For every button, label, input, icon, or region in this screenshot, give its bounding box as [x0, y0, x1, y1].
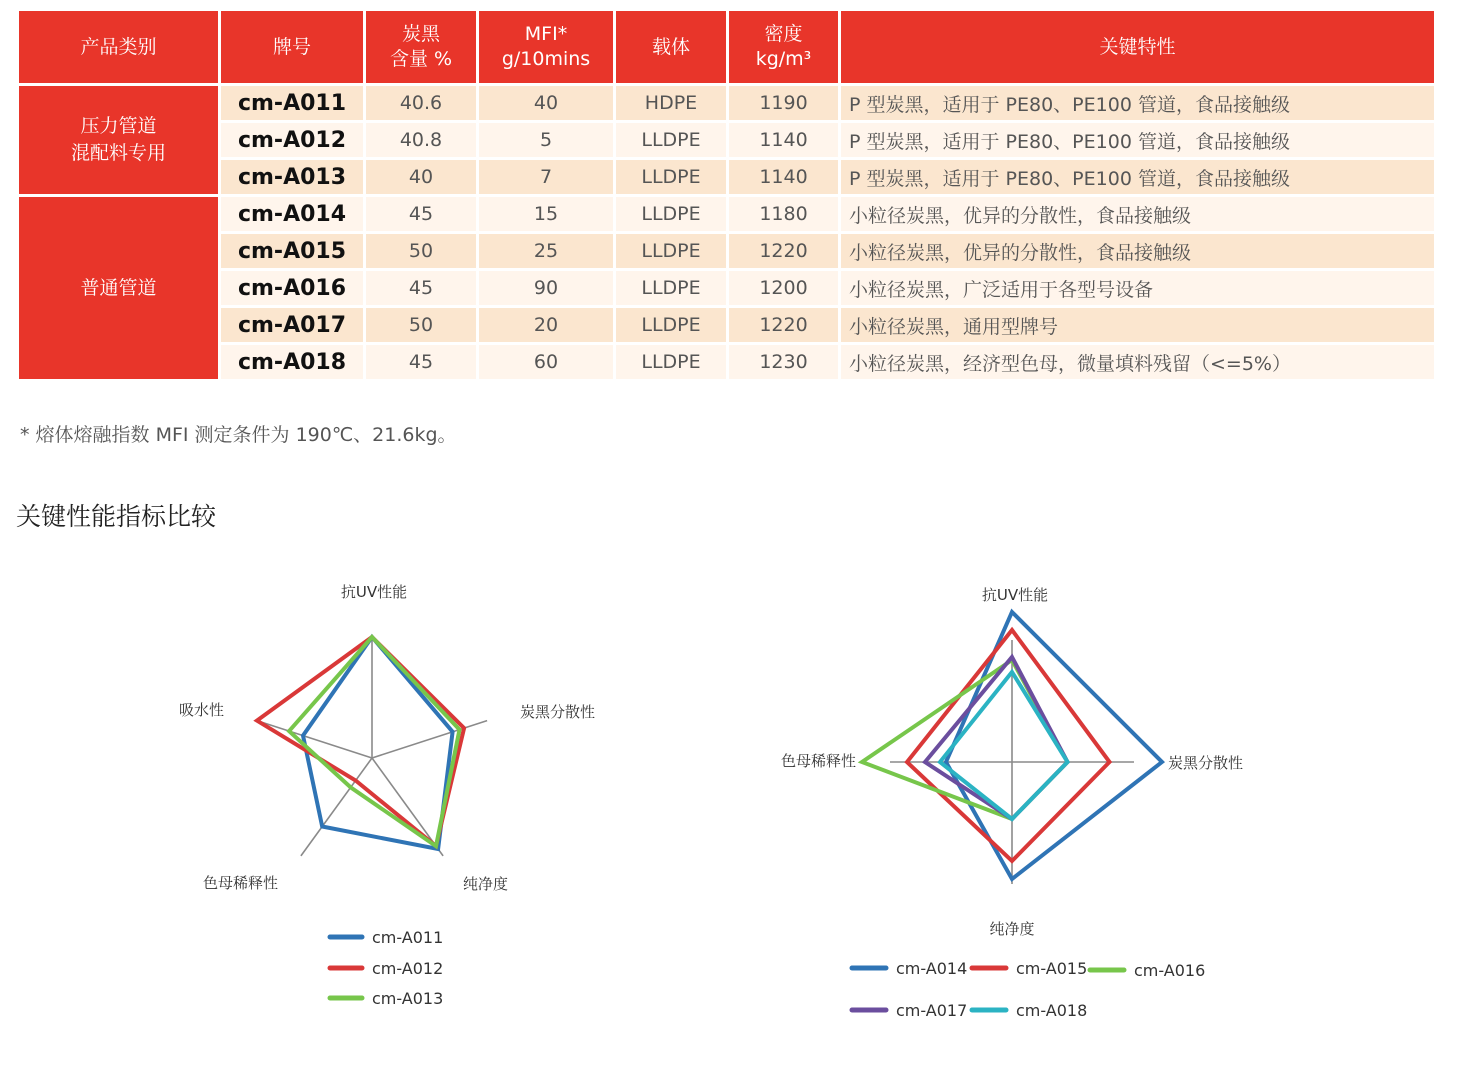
header-density-line1: 密度	[764, 23, 803, 45]
header-grade: 牌号	[221, 11, 363, 83]
radar1-legend-label: cm-A012	[372, 959, 444, 978]
radar2-axis-label: 抗UV性能	[981, 586, 1049, 604]
section-title: 关键性能指标比较	[16, 502, 217, 531]
cell-feature: 小粒径炭黑，经济型色母，微量填料残留（<=5%）	[841, 345, 1434, 379]
radar2-legend-label: cm-A015	[1016, 959, 1088, 978]
radar1-axis-label: 纯净度	[463, 875, 509, 893]
cell-feature: 小粒径炭黑，优异的分散性，食品接触级	[841, 197, 1434, 231]
radar2-legend-label: cm-A014	[896, 959, 968, 978]
cell-carbon: 40	[366, 160, 476, 194]
header-density-line2: kg/m³	[755, 48, 812, 70]
cell-carbon: 50	[366, 234, 476, 268]
cell-carbon: 50	[366, 308, 476, 342]
cell-carrier: LLDPE	[616, 160, 726, 194]
cell-density: 1140	[729, 160, 838, 194]
cell-grade: cm-A011	[221, 86, 363, 120]
cell-density: 1230	[729, 345, 838, 379]
cell-density: 1220	[729, 308, 838, 342]
cell-feature: P 型炭黑，适用于 PE80、PE100 管道，食品接触级	[841, 160, 1434, 194]
cell-carbon: 45	[366, 345, 476, 379]
cell-density: 1220	[729, 234, 838, 268]
cell-mfi: 15	[479, 197, 613, 231]
cell-feature: P 型炭黑，适用于 PE80、PE100 管道，食品接触级	[841, 86, 1434, 120]
cell-carrier: LLDPE	[616, 271, 726, 305]
cell-feature: 小粒径炭黑，通用型牌号	[841, 308, 1434, 342]
mfi-footnote: * 熔体熔融指数 MFI 测定条件为 190℃、21.6kg。	[20, 424, 457, 446]
header-carbon-line1: 炭黑	[401, 23, 440, 45]
radar1-legend-label: cm-A011	[372, 928, 444, 947]
radar1-axis-label: 炭黑分散性	[520, 703, 596, 721]
cell-grade: cm-A018	[221, 345, 363, 379]
cell-carrier: HDPE	[616, 86, 726, 120]
cell-mfi: 90	[479, 271, 613, 305]
radar1-legend-label: cm-A013	[372, 989, 444, 1008]
radar2-legend-label: cm-A017	[896, 1001, 968, 1020]
cell-mfi: 7	[479, 160, 613, 194]
cell-carbon: 40.8	[366, 123, 476, 157]
cell-carrier: LLDPE	[616, 308, 726, 342]
cell-grade: cm-A013	[221, 160, 363, 194]
radar2-axis-label: 纯净度	[989, 920, 1035, 938]
cell-grade: cm-A014	[221, 197, 363, 231]
cell-carrier: LLDPE	[616, 123, 726, 157]
cell-density: 1200	[729, 271, 838, 305]
radar1-axis-label: 抗UV性能	[340, 583, 408, 601]
cell-mfi: 40	[479, 86, 613, 120]
header-mfi-line1: MFI*	[524, 23, 568, 45]
cell-carbon: 45	[366, 197, 476, 231]
cell-carrier: LLDPE	[616, 197, 726, 231]
radar1-axis-label: 吸水性	[178, 701, 224, 719]
cell-grade: cm-A015	[221, 234, 363, 268]
cell-mfi: 5	[479, 123, 613, 157]
cell-density: 1180	[729, 197, 838, 231]
header-carrier: 载体	[616, 11, 726, 83]
header-category: 产品类别	[19, 11, 218, 83]
cell-grade: cm-A016	[221, 271, 363, 305]
cell-density: 1140	[729, 123, 838, 157]
category-label: 普通管道	[80, 276, 157, 299]
cell-grade: cm-A012	[221, 123, 363, 157]
header-mfi-line2: g/10mins	[501, 48, 591, 70]
cell-mfi: 20	[479, 308, 613, 342]
cell-mfi: 25	[479, 234, 613, 268]
header-key-feature: 关键特性	[841, 11, 1434, 83]
cell-feature: 小粒径炭黑，广泛适用于各型号设备	[841, 271, 1434, 305]
header-carbon-line2: 含量 %	[389, 48, 453, 70]
cell-feature: P 型炭黑，适用于 PE80、PE100 管道，食品接触级	[841, 123, 1434, 157]
radar2-axis-label: 色母稀释性	[780, 752, 856, 770]
category-label: 压力管道	[80, 115, 157, 137]
radar2-legend-label: cm-A018	[1016, 1001, 1088, 1020]
category-label: 混配料专用	[70, 142, 166, 164]
cell-carbon: 45	[366, 271, 476, 305]
cell-carbon: 40.6	[366, 86, 476, 120]
radar2-legend-label: cm-A016	[1134, 961, 1206, 980]
cell-carrier: LLDPE	[616, 345, 726, 379]
radar2-axis-label: 炭黑分散性	[1168, 754, 1244, 772]
cell-grade: cm-A017	[221, 308, 363, 342]
cell-density: 1190	[729, 86, 838, 120]
cell-mfi: 60	[479, 345, 613, 379]
radar2-series-cm-A014	[946, 612, 1162, 879]
radar1-axis-label: 色母稀释性	[202, 874, 278, 892]
cell-carrier: LLDPE	[616, 234, 726, 268]
cell-feature: 小粒径炭黑，优异的分散性，食品接触级	[841, 234, 1434, 268]
